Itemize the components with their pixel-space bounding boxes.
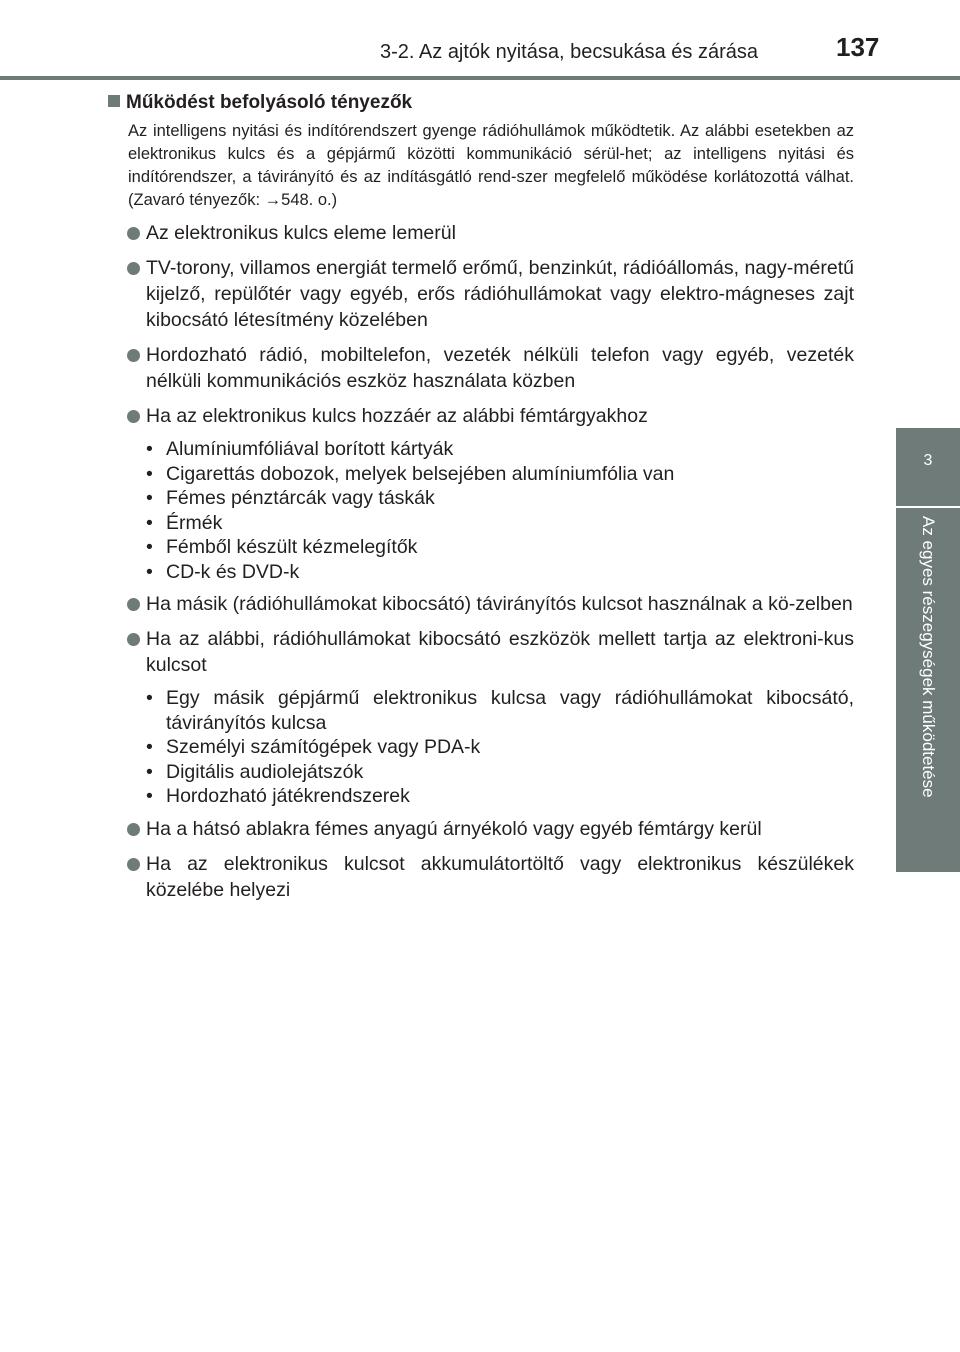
sub-item-text: Egy másik gépjármű elektronikus kulcsa vagy rádióhullámokat kibocsátó, távirányítós kulcsa xyxy=(166,687,854,734)
sub-list xyxy=(146,437,854,584)
header-rule xyxy=(0,76,960,80)
dot-bullet-icon: • xyxy=(146,736,153,758)
sub-item-text: Alumíniumfóliával borított kártyák xyxy=(166,438,454,460)
bullet-text: Ha a hátsó ablakra fémes anyagú árnyékoló vagy egyéb fémtárgy kerül xyxy=(146,817,762,840)
sub-item xyxy=(146,535,854,560)
bullet-text: Hordozható rádió, mobiltelefon, vezeték nélküli telefon vagy egyéb, vezeték nélküli kommunikációs eszköz használata közben xyxy=(146,344,854,392)
sub-item xyxy=(146,511,854,536)
sub-item xyxy=(146,760,854,785)
bullet-list xyxy=(108,220,854,903)
sub-item xyxy=(146,437,854,462)
circle-bullet-icon xyxy=(127,227,140,240)
dot-bullet-icon: • xyxy=(146,487,153,509)
dot-bullet-icon: • xyxy=(146,785,153,807)
dot-bullet-icon: • xyxy=(146,536,153,558)
sub-item-text: Digitális audiolejátszók xyxy=(166,760,364,783)
sub-item-text: Cigarettás dobozok, melyek belsejében alumíniumfólia van xyxy=(166,462,675,485)
circle-bullet-icon xyxy=(127,349,140,362)
chapter-label: Az egyes részegységek működtetése xyxy=(919,516,938,798)
circle-bullet-icon xyxy=(127,858,140,871)
intro-paragraph: Az intelligens nyitási és indítórendszert gyenge rádióhullámok működtetik. Az alábbi esetekben az elektronikus kulcs és a gépjármű közötti kommunikáció sérül-het; az intelligens nyitási és indítórendszer, a távirányító és az indításgátló rend-szer megfelelő működése korlátozottá válhat. (Zavaró tényezők: →548. o.) xyxy=(128,122,854,209)
bullet-text: Ha az alábbi, rádióhullámokat kibocsátó eszközök mellett tartja az elektroni-kus kulcsot xyxy=(146,628,854,676)
sub-item xyxy=(146,560,854,585)
dot-bullet-icon: • xyxy=(146,760,153,783)
section-heading-text: Működést befolyásoló tényezők xyxy=(126,92,413,113)
sub-item-text: Személyi számítógépek vagy PDA-k xyxy=(166,736,481,758)
page-number: 137 xyxy=(836,32,880,62)
circle-bullet-icon xyxy=(127,598,140,611)
sub-item-text: Fémből készült kézmelegítők xyxy=(166,536,418,558)
chapter-label-wrap xyxy=(896,508,960,872)
bullet-item xyxy=(108,851,854,903)
sub-item xyxy=(146,686,854,735)
sub-item xyxy=(146,486,854,511)
bullet-item xyxy=(108,342,854,394)
circle-bullet-icon xyxy=(127,823,140,836)
sub-list xyxy=(146,686,854,809)
bullet-item xyxy=(108,816,854,842)
bullet-text: Az elektronikus kulcs eleme lemerül xyxy=(146,222,456,244)
sub-item-text: Érmék xyxy=(166,511,223,534)
chapter-tab xyxy=(896,428,960,506)
bullet-text: Ha az elektronikus kulcs hozzáér az alábbi fémtárgyakhoz xyxy=(146,405,648,427)
circle-bullet-icon xyxy=(127,262,140,275)
section-heading xyxy=(108,90,854,116)
running-header: 3-2. Az ajtók nyitása, becsukása és zárása xyxy=(380,41,758,63)
bullet-item xyxy=(108,403,854,584)
dot-bullet-icon: • xyxy=(146,438,153,460)
circle-bullet-icon xyxy=(127,410,140,423)
bullet-item xyxy=(108,220,854,246)
sub-item xyxy=(146,462,854,487)
chapter-number: 3 xyxy=(923,452,933,469)
bullet-text: Ha az elektronikus kulcsot akkumulátortöltő vagy elektronikus készülékek közelébe helyezi xyxy=(146,852,854,901)
bullet-item xyxy=(108,255,854,333)
bullet-text: Ha másik (rádióhullámokat kibocsátó) távirányítós kulcsot használnak a kö-zelben xyxy=(146,593,853,615)
sub-item xyxy=(146,784,854,809)
sub-item xyxy=(146,735,854,760)
square-bullet-icon xyxy=(108,95,120,107)
sub-item-text: Hordozható játékrendszerek xyxy=(166,785,410,807)
bullet-text: TV-torony, villamos energiát termelő erőmű, benzinkút, rádióállomás, nagy-méretű kijelző, repülőtér vagy egyéb, erős rádióhullámokat vagy elektro-mágneses zajt kibocsátó létesítmény közelében xyxy=(146,257,854,331)
bullet-item xyxy=(108,626,854,809)
bullet-item xyxy=(108,591,854,617)
sub-item-text: Fémes pénztárcák vagy táskák xyxy=(166,487,435,509)
dot-bullet-icon: • xyxy=(146,560,153,583)
dot-bullet-icon: • xyxy=(146,511,153,534)
chapter-strip xyxy=(896,508,960,872)
circle-bullet-icon xyxy=(127,633,140,646)
dot-bullet-icon: • xyxy=(146,687,153,709)
page-content xyxy=(108,90,854,912)
dot-bullet-icon: • xyxy=(146,462,153,485)
sub-item-text: CD-k és DVD-k xyxy=(166,560,300,583)
